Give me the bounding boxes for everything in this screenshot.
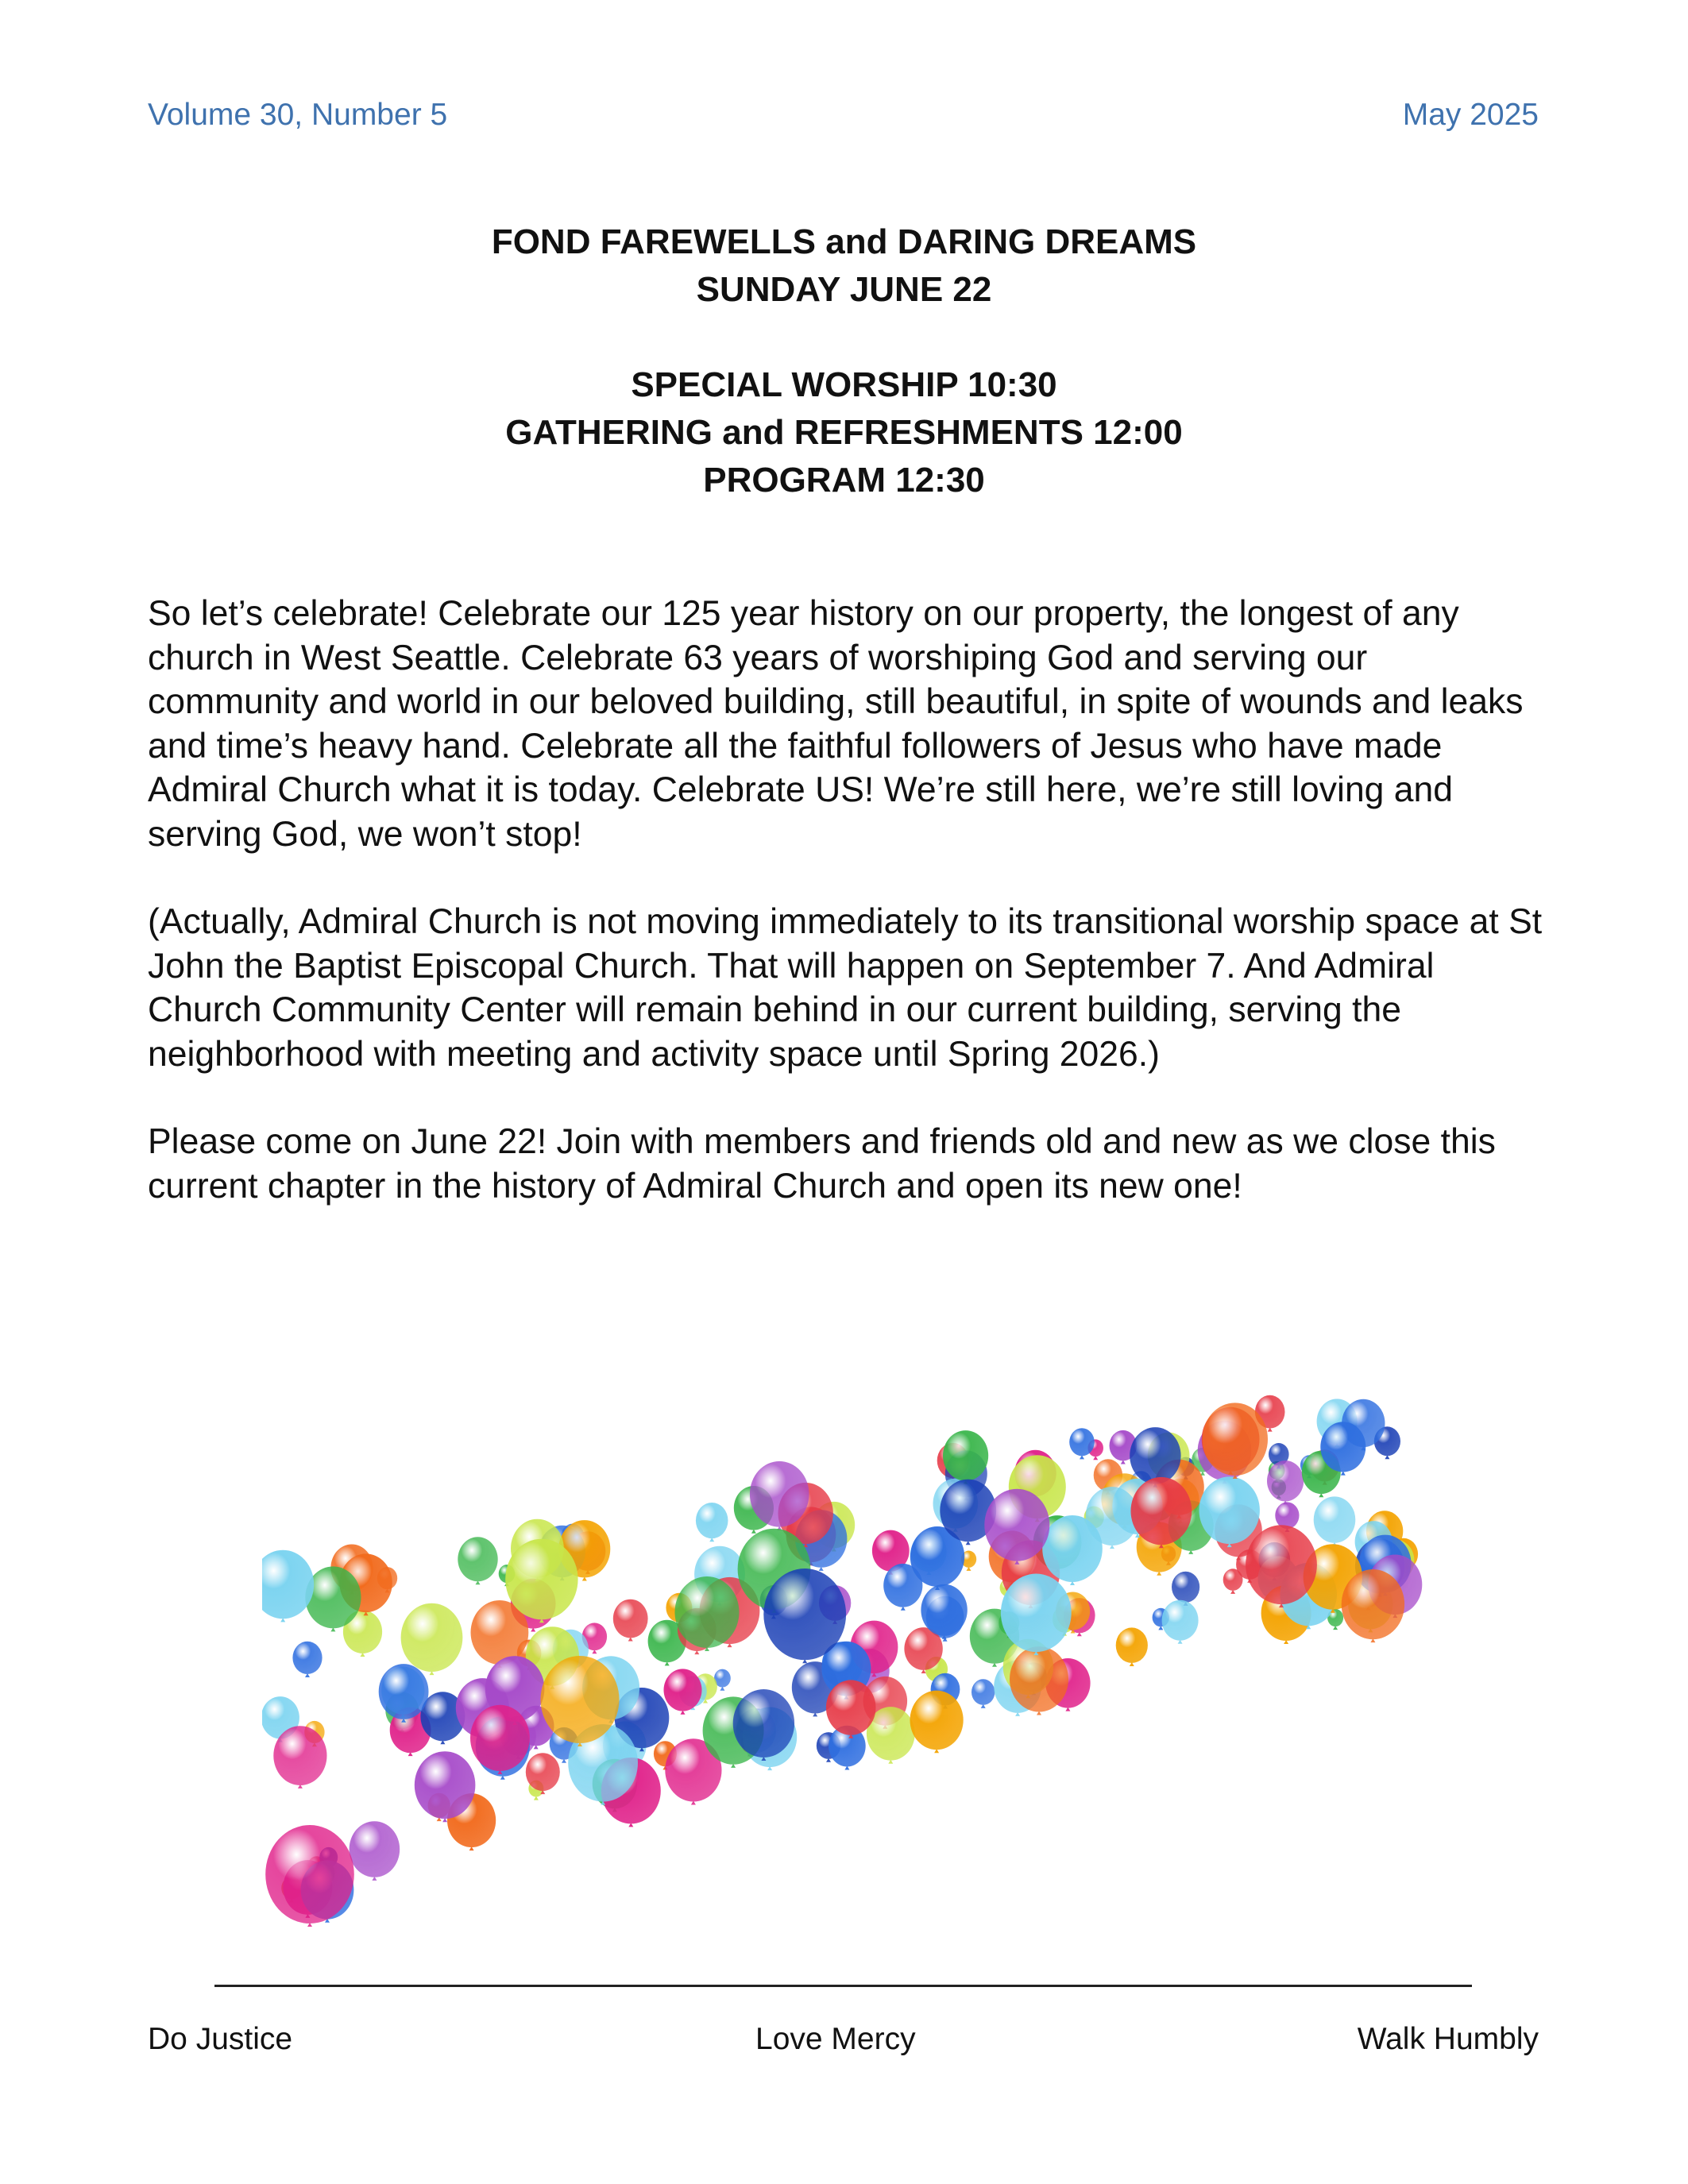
- balloon: [613, 1599, 648, 1642]
- balloon: [1267, 1461, 1304, 1504]
- balloon: [458, 1537, 497, 1584]
- paragraph-invitation: Please come on June 22! Join with members and friends old and new as we close this current chapter in the history of Admiral Church and open its new one!: [148, 1122, 1496, 1206]
- balloon: [971, 1679, 995, 1708]
- motto-do-justice: Do Justice: [148, 2022, 293, 2056]
- schedule-worship: SPECIAL WORSHIP 10:30: [631, 365, 1057, 404]
- footer-divider: [214, 1985, 1472, 1987]
- schedule-gathering: GATHERING and REFRESHMENTS 12:00: [505, 413, 1183, 452]
- balloon: [1342, 1569, 1404, 1642]
- motto-walk-humbly: Walk Humbly: [1357, 2022, 1539, 2056]
- balloon: [401, 1603, 463, 1675]
- event-title: FOND FAREWELLS and DARING DREAMS: [491, 222, 1197, 261]
- balloon: [262, 1550, 314, 1623]
- balloon: [1162, 1600, 1199, 1644]
- balloon: [273, 1726, 326, 1788]
- balloon: [910, 1691, 964, 1754]
- balloon: [664, 1669, 702, 1714]
- article-body: [148, 592, 1546, 1252]
- balloon: [292, 1642, 322, 1677]
- issue-date: May 2025: [1402, 98, 1539, 132]
- paragraph-transition-note: (Actually, Admiral Church is not moving immediately to its transitional worship space at St John the Baptist Episcopal Church. That will happen on September 7. And Admiral Church Community Center will remain behind in our current building, serving the neighborhood with meeting and activity space until Spring 2026.): [148, 902, 1543, 1074]
- volume-number: Volume 30, Number 5: [148, 98, 448, 132]
- schedule-program: PROGRAM 12:30: [703, 461, 985, 500]
- balloon: [1116, 1627, 1148, 1666]
- paragraph-celebrate: So let’s celebrate! Celebrate our 125 year history on our property, the longest of any church in West Seattle. Celebrate 63 years of worshiping God and serving our community and world in our beloved building, still beautiful, in spite of wounds and leaks and time’s heavy hand. Celebrate all the faithful followers of Jesus who have made Admiral Church what it is today. Celebrate US! We’re still here, we’re still loving and serving God, we won’t stop!: [148, 594, 1524, 854]
- event-title-block: [0, 218, 1688, 504]
- event-date: SUNDAY JUNE 22: [696, 270, 992, 309]
- balloons-illustration: [262, 1350, 1454, 1946]
- balloon: [1314, 1496, 1356, 1545]
- motto-love-mercy: Love Mercy: [755, 2022, 916, 2056]
- balloon: [350, 1821, 400, 1881]
- balloon: [696, 1503, 728, 1542]
